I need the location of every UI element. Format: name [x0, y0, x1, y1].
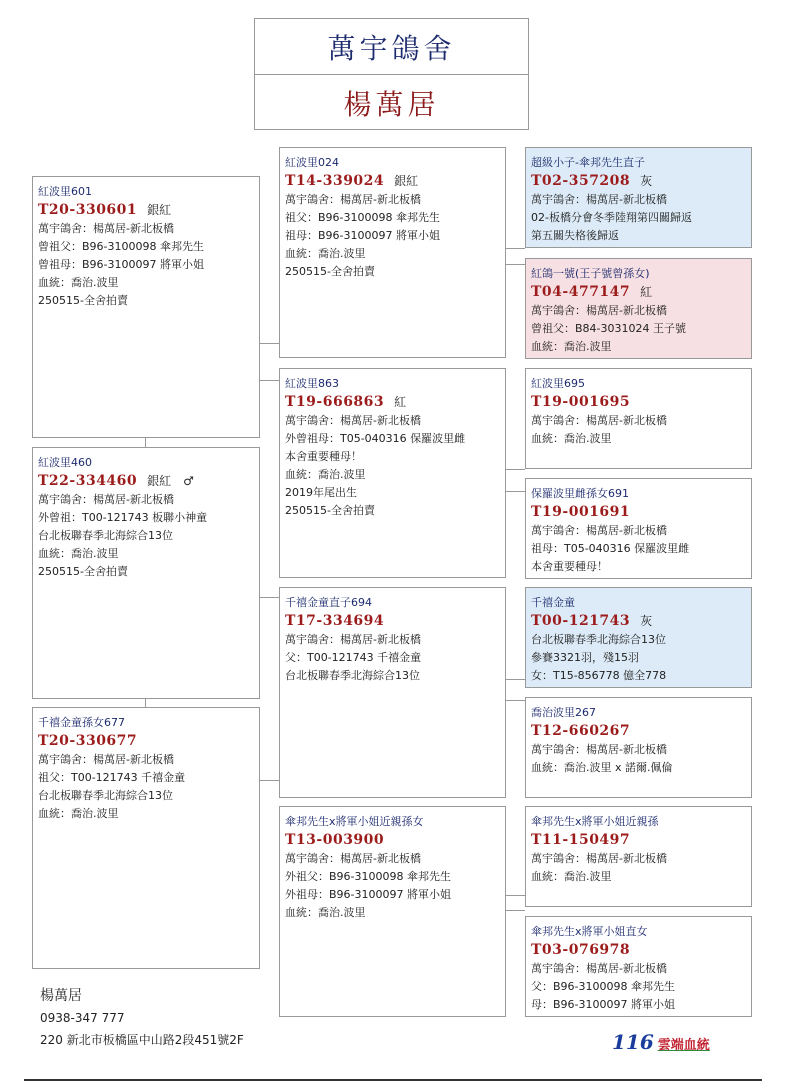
- info-line: 萬宇鴿舍：楊萬居-新北板橋: [38, 753, 174, 766]
- pigeon-name: 千禧金童孫女677: [38, 716, 125, 729]
- ring-number: T22-334460: [38, 473, 138, 489]
- info-line: 祖母：B96-3100097 將軍小姐: [285, 229, 440, 242]
- ring-number: T19-001691: [531, 504, 631, 520]
- connector-line: [259, 780, 279, 781]
- info-line: 萬宇鴿舍：楊萬居-新北板橋: [531, 962, 667, 975]
- ring-number: T20-330677: [38, 733, 138, 749]
- info-line: 外祖母：B96-3100097 將軍小姐: [285, 888, 451, 901]
- ring-number: T20-330601: [38, 202, 138, 218]
- cloud-pedigree-logo: [612, 1030, 710, 1054]
- info-line: 外曾祖母：T05-040316 保羅波里雌: [285, 432, 466, 445]
- info-line: 外曾祖：T00-121743 板聯小神童: [38, 511, 208, 524]
- info-line: 250515-全舍拍賣: [38, 294, 128, 307]
- pigeon-name: 紅鴿一號(王子號曾孫女): [531, 267, 650, 280]
- info-line: 萬宇鴿舍：楊萬居-新北板橋: [531, 524, 667, 537]
- info-line: 萬宇鴿舍：楊萬居-新北板橋: [285, 852, 421, 865]
- info-line: 血統：喬治.波里: [285, 468, 366, 481]
- info-line: 血統：喬治.波里: [38, 547, 119, 560]
- pigeon-card-g2a: [279, 147, 506, 358]
- info-line: 父：T00-121743 千禧金童: [285, 651, 422, 664]
- connector-line: [145, 437, 146, 447]
- info-line: 萬宇鴿舍：楊萬居-新北板橋: [38, 222, 174, 235]
- logo-text: 雲端血統: [657, 1038, 710, 1053]
- info-line: 台北板聯春季北海綜合13位: [285, 669, 420, 682]
- info-line: 台北板聯春季北海綜合13位: [531, 633, 666, 646]
- connector-line: [505, 910, 525, 911]
- pigeon-card-g5: [32, 707, 260, 969]
- footer-divider: [24, 1079, 762, 1081]
- connector-line: [505, 248, 525, 249]
- info-line: 萬宇鴿舍：楊萬居-新北板橋: [38, 493, 174, 506]
- owner-contact: [40, 985, 244, 1051]
- pigeon-card-g2c: [279, 587, 506, 798]
- pigeon-name: 傘邦先生x將軍小姐近親孫: [531, 815, 659, 828]
- connector-line: [505, 895, 525, 896]
- info-line: 250515-全舍拍賣: [285, 265, 375, 278]
- owner-title: 楊萬居: [343, 87, 440, 121]
- pigeon-card-g3d: [525, 478, 752, 579]
- pigeon-card-g2b: [279, 368, 506, 578]
- connector-line: [259, 343, 279, 344]
- feather-color: 紅: [640, 285, 653, 299]
- info-line: 2019年尾出生: [285, 486, 357, 499]
- title-block: [254, 18, 529, 130]
- owner-address: 220 新北市板橋區中山路2段451號2F: [40, 1033, 244, 1047]
- ring-number: T00-121743: [531, 613, 631, 629]
- info-line: 血統：喬治.波里: [531, 340, 612, 353]
- info-line: 血統：喬治.波里: [531, 432, 612, 445]
- info-line: 曾祖母：B96-3100097 將軍小姐: [38, 258, 204, 271]
- pigeon-card-g3c: [525, 368, 752, 469]
- pigeon-card-g3a: [525, 147, 752, 248]
- ring-number: T19-666863: [285, 394, 385, 410]
- pigeon-card-g3h: [525, 916, 752, 1017]
- info-line: 台北板聯春季北海綜合13位: [38, 529, 173, 542]
- connector-line: [505, 491, 525, 492]
- feather-color: 銀紅: [394, 174, 419, 188]
- info-line: 血統：喬治.波里 x 諾爾.佩倫: [531, 761, 673, 774]
- info-line: 萬宇鴿舍：楊萬居-新北板橋: [285, 193, 421, 206]
- feather-color: 銀紅: [147, 203, 172, 217]
- info-line: 血統：喬治.波里: [285, 906, 366, 919]
- pigeon-name: 紅波里460: [38, 456, 92, 469]
- pigeon-card-g4: [32, 447, 260, 699]
- loft-name: 萬宇鴿舍: [255, 19, 528, 75]
- info-line: 萬宇鴿舍：楊萬居-新北板橋: [531, 743, 667, 756]
- info-line: 女：T15-856778 億全778: [531, 669, 667, 682]
- ring-number: T14-339024: [285, 173, 385, 189]
- feather-color: 紅: [394, 395, 407, 409]
- pigeon-name: 千禧金童直子694: [285, 596, 372, 609]
- pigeon-name: 紅波里601: [38, 185, 92, 198]
- info-line: 外祖父：B96-3100098 傘邦先生: [285, 870, 451, 883]
- pigeon-card-g1: [32, 176, 260, 438]
- pigeon-card-g3f: [525, 697, 752, 798]
- owner-phone: 0938-347 777: [40, 1011, 125, 1025]
- info-line: 萬宇鴿舍：楊萬居-新北板橋: [285, 633, 421, 646]
- pigeon-card-g3b: [525, 258, 752, 359]
- info-line: 祖父：T00-121743 千禧金童: [38, 771, 186, 784]
- info-line: 祖父：B96-3100098 傘邦先生: [285, 211, 440, 224]
- ring-number: T17-334694: [285, 613, 385, 629]
- ring-number: T11-150497: [531, 832, 631, 848]
- pigeon-name: 紅波里695: [531, 377, 585, 390]
- feather-color: 灰: [640, 614, 653, 628]
- pigeon-name: 超級小子-傘邦先生直子: [531, 156, 645, 169]
- info-line: 參賽3321羽，殘15羽: [531, 651, 639, 664]
- info-line: 本舍重要種母！: [531, 560, 608, 573]
- info-line: 台北板聯春季北海綜合13位: [38, 789, 173, 802]
- feather-color: 灰: [640, 174, 653, 188]
- pigeon-card-g2d: [279, 806, 506, 1017]
- ring-number: T02-357208: [531, 173, 631, 189]
- connector-line: [505, 700, 525, 701]
- info-line: 血統：喬治.波里: [531, 870, 612, 883]
- info-line: 本舍重要種母！: [285, 450, 362, 463]
- pigeon-name: 保羅波里雌孫女691: [531, 487, 629, 500]
- info-line: 血統：喬治.波里: [38, 807, 119, 820]
- pigeon-name: 傘邦先生x將軍小姐直女: [531, 925, 648, 938]
- info-line: 萬宇鴿舍：楊萬居-新北板橋: [531, 852, 667, 865]
- info-line: 血統：喬治.波里: [285, 247, 366, 260]
- ring-number: T12-660267: [531, 723, 631, 739]
- connector-line: [259, 380, 279, 381]
- connector-line: [505, 469, 525, 470]
- info-line: 萬宇鴿舍：楊萬居-新北板橋: [531, 304, 667, 317]
- info-line: 萬宇鴿舍：楊萬居-新北板橋: [285, 414, 421, 427]
- info-line: 萬宇鴿舍：楊萬居-新北板橋: [531, 414, 667, 427]
- connector-line: [505, 679, 525, 680]
- pigeon-name: 喬治波里267: [531, 706, 596, 719]
- logo-number: 116: [612, 1030, 654, 1054]
- info-line: 第五關失格後歸返: [531, 229, 619, 242]
- pigeon-name: 千禧金童: [531, 596, 575, 609]
- info-line: 曾祖父：B96-3100098 傘邦先生: [38, 240, 204, 253]
- connector-line: [259, 597, 279, 598]
- ring-number: T19-001695: [531, 394, 631, 410]
- owner-name: 楊萬居: [40, 988, 82, 1004]
- pigeon-name: 紅波里863: [285, 377, 339, 390]
- pigeon-name: 紅波里024: [285, 156, 339, 169]
- feather-color: 銀紅 ♂: [147, 474, 194, 488]
- info-line: 250515-全舍拍賣: [38, 565, 128, 578]
- info-line: 母：B96-3100097 將軍小姐: [531, 998, 675, 1011]
- info-line: 血統：喬治.波里: [38, 276, 119, 289]
- connector-line: [505, 264, 525, 265]
- pigeon-card-g3g: [525, 806, 752, 907]
- info-line: 02-板橋分會冬季陸翔第四關歸返: [531, 211, 692, 224]
- info-line: 萬宇鴿舍：楊萬居-新北板橋: [531, 193, 667, 206]
- ring-number: T04-477147: [531, 284, 631, 300]
- info-line: 250515-全舍拍賣: [285, 504, 375, 517]
- info-line: 父：B96-3100098 傘邦先生: [531, 980, 675, 993]
- ring-number: T03-076978: [531, 942, 631, 958]
- info-line: 曾祖父：B84-3031024 王子號: [531, 322, 686, 335]
- pigeon-card-g3e: [525, 587, 752, 688]
- ring-number: T13-003900: [285, 832, 385, 848]
- info-line: 祖母：T05-040316 保羅波里雌: [531, 542, 690, 555]
- pigeon-name: 傘邦先生x將軍小姐近親孫女: [285, 815, 424, 828]
